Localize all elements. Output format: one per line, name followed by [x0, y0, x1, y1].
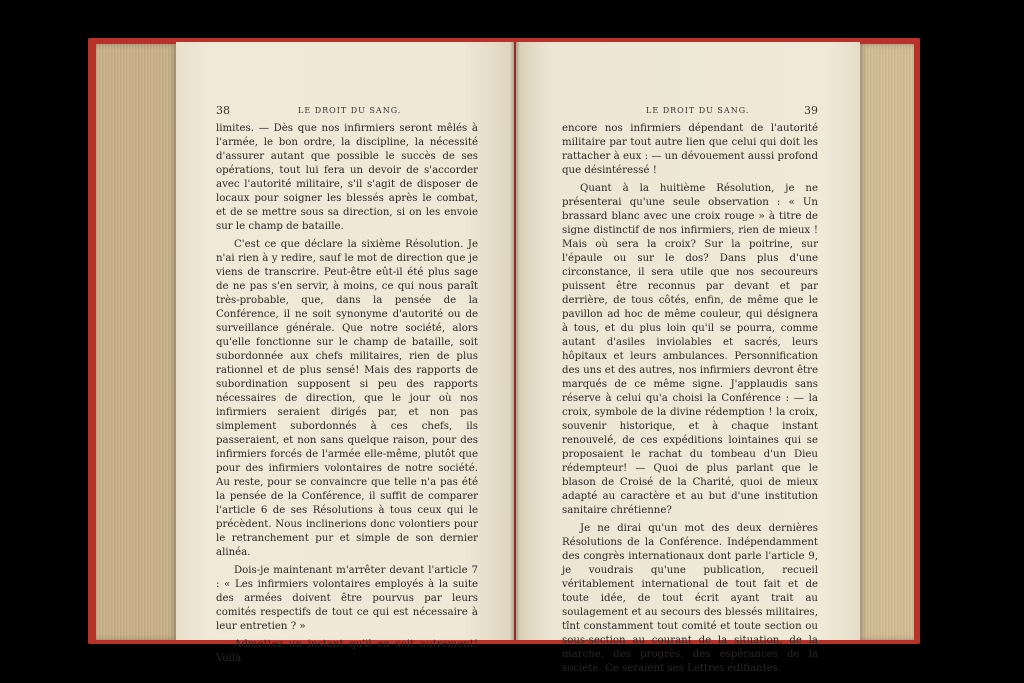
right-running-head: LE DROIT DU SANG. — [646, 106, 750, 115]
right-paragraph-3: Je ne dirai qu'un mot des deux dernières Résolutions de la Conférence. Indépendamment des congrès internationaux dont parle l'article 9, je voudrais qu'une publication, recueil véritablement international de tout fait et de toute idée, de tout écrit ayant trait au soulagement et au secours des blessés militaires, tînt constamment tout comité et toute section ou sous-section au courant de la situation, de la marche, des progrès, des espérances de la société. Ce seraient ses Lettres édifiantes. — [562, 523, 818, 674]
book-gutter — [510, 42, 520, 640]
left-paragraph-1: limites. — Dès que nos infirmiers seront mêlés à l'armée, le bon ordre, la discipline, la nécessité d'assurer autant que possible le succès de ses opérations, tout lui fera un devoir de s'accorder avec l'autorité militaire, s'il s'agit de disposer de locaux pour soigner les blessés après le combat, et de se mettre sous sa direction, si on les envoie sur le champ de bataille. — [216, 123, 478, 232]
right-page-edges — [858, 44, 914, 640]
left-running-head: LE DROIT DU SANG. — [298, 106, 402, 115]
left-page — [176, 42, 514, 664]
right-page — [516, 42, 860, 674]
left-paragraph-3: Dois-je maintenant m'arrêter devant l'article 7 : « Les infirmiers volontaires employés à la suite des armées doivent être pourvus par leurs comités respectifs de tout ce qui est nécessaire à leur entretien ? » — [216, 565, 478, 632]
left-page-edges — [96, 44, 178, 640]
right-paragraph-1: encore nos infirmiers dépendant de l'autorité militaire par tout autre lien que celui qui doit les rattacher à eux : — un dévouement aussi profond que désintéressé ! — [562, 123, 818, 176]
left-paragraph-2: C'est ce que déclare la sixième Résolution. Je n'ai rien à y redire, sauf le mot de direction que je viens de transcrire. Peut-être eût-il été plus sage de ne pas s'en servir, à moins, ce qui nous paraît très-probable, que, dans la pensée de la Conférence, il ne soit synonyme d'autorité ou de surveillance générale. Que notre société, alors qu'elle fonctionne sur le champ de bataille, soit subordonnée aux chefs militaires, rien de plus rationnel et de plus sensé! Mais des rapports de subordination supposent si peu des rapports nécessaires de direction, que le jour où nos infirmiers seraient dirigés par, et non pas simplement subordonnés à ces chefs, ils passeraient, et non sans quelque raison, pour des infirmiers forcés de l'armée elle-même, plutôt que pour des infirmiers volontaires de notre société. Au reste, pour se convaincre que telle n'a pas été la pensée de la Conférence, il suffit de comparer l'article 6 de ses Résolutions à tous ceux qui le précèdent. Nous inclinerions donc volontiers pour le retranchement pur et simple de son dernier alinéa. — [216, 239, 478, 558]
right-page-body — [562, 122, 818, 680]
left-page-number: 38 — [216, 104, 230, 117]
left-paragraph-4: Admettez un instant qu'il en soit autrement! Voilà — [216, 639, 478, 664]
right-paragraph-2: Quant à la huitième Résolution, je ne présenterai qu'une seule observation : « Un brassard blanc avec une croix rouge » à titre de signe distinctif de nos infirmiers, rien de mieux ! Mais où sera la croix? Sur la poitrine, sur l'épaule ou sur le dos? Dans plus d'une circonstance, il sera utile que nos secoureurs puissent être reconnus par devant et par derrière, de tous côtés, enfin, de même que le pavillon ad hoc de même couleur, qui désignera à tous, et du plus loin qu'il se pourra, comme autant d'asiles inviolables et sacrés, leurs hôpitaux et leurs ambulances. Personnification des uns et des autres, nos infirmiers devront être marqués de ce même signe. J'applaudis sans réserve à celui qu'a choisi la Conférence : — la croix, symbole de la divine rédemption ! la croix, souvenir historique, et à chaque instant renouvelé, de ces expéditions lointaines qui se proposaient le rachat du tombeau d'un Dieu rédempteur! — Quoi de plus parlant que le blason de Croisé de la Charité, quoi de mieux adapté au caractère et au but d'une institution sanitaire chrétienne? — [562, 183, 818, 516]
left-page-body — [216, 122, 478, 670]
right-page-number: 39 — [804, 104, 818, 117]
